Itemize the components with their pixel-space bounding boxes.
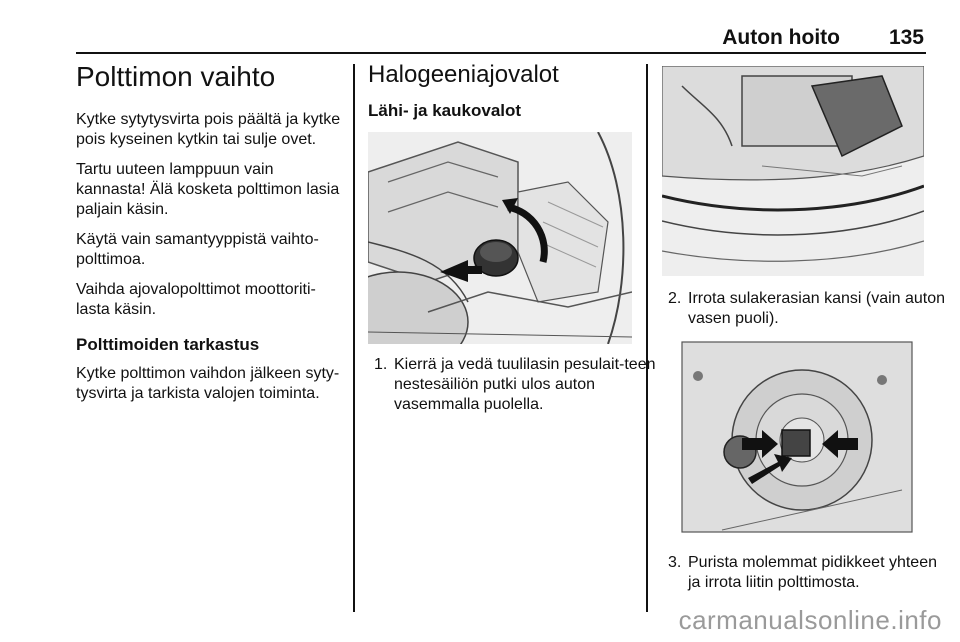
column-separator-1	[353, 64, 355, 612]
halogen-title: Halogeeniajovalot	[368, 61, 559, 88]
paragraph-ignition-off: Kytke sytytysvirta pois päältä ja kytke pois kyseinen kytkin tai sulje ovet.	[76, 111, 341, 148]
step-3	[662, 553, 952, 593]
watermark: carmanualsonline.info	[678, 605, 942, 635]
step-number: 2.	[668, 290, 682, 307]
column-separator-2	[646, 64, 648, 612]
check-heading: Polttimoiden tarkastus	[76, 335, 260, 354]
header-rule	[76, 52, 926, 54]
paragraph-same-type: Käytä vain samantyyppistä vaihto-polttimoa.	[76, 231, 319, 268]
paragraph-check-lights: Kytke polttimon vaihdon jälkeen syty-tysvirta ja tarkista valojen toiminta.	[76, 365, 340, 402]
step-number: 3.	[668, 554, 682, 571]
washer-reservoir-illustration	[368, 132, 632, 344]
fuse-box-illustration	[662, 66, 924, 276]
step-1	[368, 355, 662, 415]
low-high-beam-heading: Lähi- ja kaukovalot	[368, 101, 522, 120]
middle-column	[368, 60, 634, 122]
paragraph-hold-bulb: Tartu uuteen lamppuun vain kannasta! Älä kosketa polttimon lasia paljain käsin.	[76, 161, 340, 218]
step-text: Irrota sulakerasian kansi (vain auton vasen puoli).	[688, 290, 946, 327]
page-number: 135	[888, 26, 924, 49]
page-header	[76, 26, 926, 52]
step-text: Purista molemmat pidikkeet yhteen ja irrota liitin polttimosta.	[688, 554, 937, 591]
step-number: 1.	[374, 356, 388, 373]
paragraph-headlight-bulbs: Vaihda ajovalopolttimot moottoriti-lasta käsin.	[76, 281, 316, 318]
step-text: Kierrä ja vedä tuulilasin pesulait-teen nestesäiliön putki ulos auton vasemmalla puolella.	[394, 356, 656, 413]
step-2	[662, 289, 952, 329]
connector-removal-illustration	[662, 330, 924, 540]
left-column	[76, 60, 344, 404]
section-title: Polttimon vaihto	[76, 61, 276, 92]
header-title: Auton hoito	[722, 26, 840, 49]
